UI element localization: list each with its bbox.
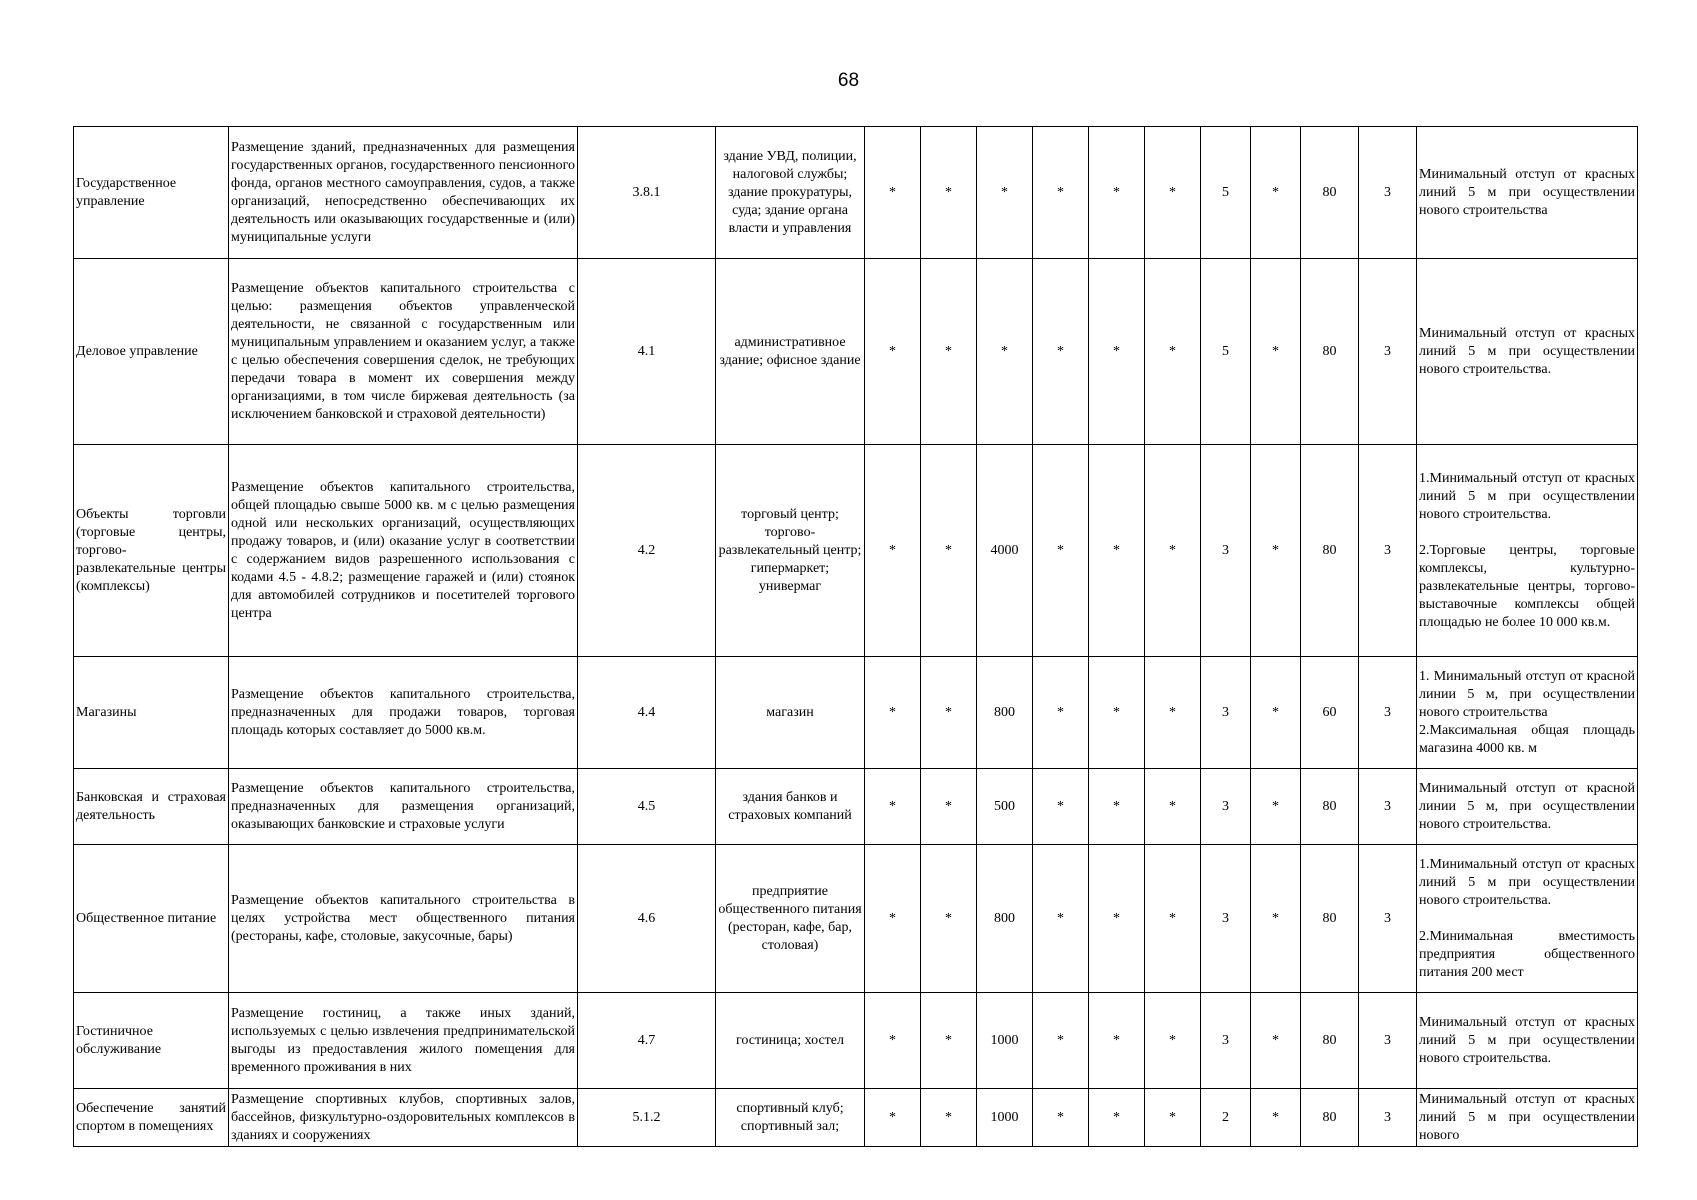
param-cell-2: * [921, 845, 977, 993]
object-types: здания банков и страховых компаний [716, 769, 865, 845]
param-cell-4: * [1033, 1089, 1089, 1147]
object-types: предприятие общественного питания (ресторан, кафе, бар, столовая) [716, 845, 865, 993]
row-note: Минимальный отступ от красных линий 5 м при осуществлении нового строительства. [1417, 993, 1638, 1089]
param-cell-10: 3 [1359, 845, 1417, 993]
param-cell-10: 3 [1359, 127, 1417, 259]
use-type-name: Обеспечение занятий спортом в помещениях [74, 1089, 229, 1147]
param-cell-9: 80 [1301, 1089, 1359, 1147]
param-cell-9: 60 [1301, 657, 1359, 769]
param-cell-4: * [1033, 259, 1089, 445]
use-type-name: Общественное питание [74, 845, 229, 993]
use-type-name: Государственное управление [74, 127, 229, 259]
table-row [74, 993, 1638, 1089]
param-cell-7: 3 [1201, 769, 1251, 845]
param-cell-4: * [1033, 769, 1089, 845]
table-row [74, 259, 1638, 445]
param-cell-7: 3 [1201, 445, 1251, 657]
param-cell-2: * [921, 993, 977, 1089]
use-type-name: Банковская и страховая деятельность [74, 769, 229, 845]
param-cell-8: * [1251, 259, 1301, 445]
use-description: Размещение зданий, предназначенных для размещения государственных органов, государственного пенсионного фонда, органов местного самоуправления, судов, а также организаций, непосредственно обеспечивающих их деятельность или оказывающих государственные и (или) муниципальные услуги [229, 127, 578, 259]
param-cell-1: * [865, 769, 921, 845]
classifier-code: 4.7 [578, 993, 716, 1089]
param-cell-5: * [1089, 657, 1145, 769]
param-cell-5: * [1089, 127, 1145, 259]
use-type-name: Деловое управление [74, 259, 229, 445]
param-cell-7: 3 [1201, 993, 1251, 1089]
param-cell-3: 500 [977, 769, 1033, 845]
table-row [74, 1089, 1638, 1147]
use-description: Размещение объектов капитального строительства, предназначенных для продажи товаров, торговая площадь которых составляет до 5000 кв.м. [229, 657, 578, 769]
param-cell-10: 3 [1359, 657, 1417, 769]
param-cell-5: * [1089, 993, 1145, 1089]
param-cell-6: * [1145, 1089, 1201, 1147]
param-cell-1: * [865, 1089, 921, 1147]
table-row [74, 657, 1638, 769]
use-description: Размещение объектов капитального строительства, общей площадью свыше 5000 кв. м с целью размещения одной или нескольких организаций, осуществляющих продажу товаров, и (или) оказание услуг в соответствии с содержанием видов разрешенного использования с кодами 4.5 - 4.8.2; размещение гаражей и (или) стоянок для автомобилей сотрудников и посетителей торгового центра [229, 445, 578, 657]
object-types: торговый центр; торгово-развлекательный центр; гипермаркет; универмаг [716, 445, 865, 657]
row-note: 1.Минимальный отступ от красных линий 5 м при осуществлении нового строительства. 2.Минимальная вместимость предприятия общественного питания 200 мест [1417, 845, 1638, 993]
param-cell-4: * [1033, 657, 1089, 769]
param-cell-3: 800 [977, 657, 1033, 769]
param-cell-8: * [1251, 127, 1301, 259]
param-cell-7: 3 [1201, 845, 1251, 993]
param-cell-5: * [1089, 445, 1145, 657]
param-cell-6: * [1145, 445, 1201, 657]
param-cell-5: * [1089, 259, 1145, 445]
param-cell-10: 3 [1359, 259, 1417, 445]
param-cell-9: 80 [1301, 259, 1359, 445]
classifier-code: 4.1 [578, 259, 716, 445]
row-note: 1.Минимальный отступ от красных линий 5 м при осуществлении нового строительства. 2.Торговые центры, торговые комплексы, культурно-развлекательные центры, торгово-выставочные комплексы общей площадью не более 10 000 кв.м. [1417, 445, 1638, 657]
use-description: Размещение объектов капитального строительства с целью: размещения объектов управленческой деятельности, не связанной с государственным или муниципальным управлением и оказанием услуг, а также с целью обеспечения совершения сделок, не требующих передачи товара в момент их совершения между организациями, в том числе биржевая деятельность (за исключением банковской и страховой деятельности) [229, 259, 578, 445]
param-cell-8: * [1251, 769, 1301, 845]
table-row [74, 445, 1638, 657]
param-cell-2: * [921, 769, 977, 845]
row-note: 1. Минимальный отступ от красной линии 5 м, при осуществлении нового строительства 2.Максимальная общая площадь магазина 4000 кв. м [1417, 657, 1638, 769]
use-type-name: Гостиничное обслуживание [74, 993, 229, 1089]
param-cell-8: * [1251, 657, 1301, 769]
param-cell-3: * [977, 127, 1033, 259]
param-cell-7: 5 [1201, 259, 1251, 445]
table-row [74, 127, 1638, 259]
param-cell-4: * [1033, 993, 1089, 1089]
table-row [74, 769, 1638, 845]
param-cell-9: 80 [1301, 445, 1359, 657]
param-cell-8: * [1251, 1089, 1301, 1147]
use-type-name: Объекты торговли (торговые центры, торгово-развлекательные центры (комплексы) [74, 445, 229, 657]
param-cell-9: 80 [1301, 127, 1359, 259]
use-description: Размещение спортивных клубов, спортивных залов, бассейнов, физкультурно-оздоровительных комплексов в зданиях и сооружениях [229, 1089, 578, 1147]
classifier-code: 4.6 [578, 845, 716, 993]
param-cell-6: * [1145, 993, 1201, 1089]
classifier-code: 4.4 [578, 657, 716, 769]
table-row [74, 845, 1638, 993]
row-note: Минимальный отступ от красной линии 5 м, при осуществлении нового строительства. [1417, 769, 1638, 845]
classifier-code: 4.2 [578, 445, 716, 657]
param-cell-10: 3 [1359, 769, 1417, 845]
param-cell-3: 1000 [977, 993, 1033, 1089]
param-cell-1: * [865, 657, 921, 769]
param-cell-5: * [1089, 1089, 1145, 1147]
param-cell-4: * [1033, 845, 1089, 993]
param-cell-8: * [1251, 845, 1301, 993]
param-cell-1: * [865, 445, 921, 657]
use-type-name: Магазины [74, 657, 229, 769]
param-cell-1: * [865, 993, 921, 1089]
param-cell-8: * [1251, 993, 1301, 1089]
param-cell-8: * [1251, 445, 1301, 657]
param-cell-3: 1000 [977, 1089, 1033, 1147]
param-cell-5: * [1089, 769, 1145, 845]
param-cell-3: * [977, 259, 1033, 445]
use-description: Размещение гостиниц, а также иных зданий, используемых с целью извлечения предпринимательской выгоды из предоставления жилого помещения для временного проживания в них [229, 993, 578, 1089]
object-types: гостиница; хостел [716, 993, 865, 1089]
land-use-table [73, 126, 1638, 1147]
object-types: спортивный клуб; спортивный зал; [716, 1089, 865, 1147]
classifier-code: 4.5 [578, 769, 716, 845]
param-cell-2: * [921, 259, 977, 445]
row-note: Минимальный отступ от красных линий 5 м при осуществлении нового строительства [1417, 127, 1638, 259]
row-note: Минимальный отступ от красных линий 5 м при осуществлении нового строительства. [1417, 259, 1638, 445]
param-cell-2: * [921, 445, 977, 657]
param-cell-7: 5 [1201, 127, 1251, 259]
param-cell-5: * [1089, 845, 1145, 993]
param-cell-2: * [921, 657, 977, 769]
param-cell-1: * [865, 127, 921, 259]
param-cell-9: 80 [1301, 769, 1359, 845]
param-cell-9: 80 [1301, 845, 1359, 993]
param-cell-7: 3 [1201, 657, 1251, 769]
param-cell-1: * [865, 845, 921, 993]
param-cell-6: * [1145, 845, 1201, 993]
param-cell-10: 3 [1359, 993, 1417, 1089]
use-description: Размещение объектов капитального строительства, предназначенных для размещения организаций, оказывающих банковские и страховые услуги [229, 769, 578, 845]
classifier-code: 5.1.2 [578, 1089, 716, 1147]
classifier-code: 3.8.1 [578, 127, 716, 259]
param-cell-7: 2 [1201, 1089, 1251, 1147]
param-cell-1: * [865, 259, 921, 445]
param-cell-4: * [1033, 127, 1089, 259]
param-cell-6: * [1145, 127, 1201, 259]
param-cell-9: 80 [1301, 993, 1359, 1089]
param-cell-2: * [921, 127, 977, 259]
param-cell-6: * [1145, 259, 1201, 445]
row-note: Минимальный отступ от красных линий 5 м при осуществлении нового [1417, 1089, 1638, 1147]
param-cell-2: * [921, 1089, 977, 1147]
use-description: Размещение объектов капитального строительства в целях устройства мест общественного питания (рестораны, кафе, столовые, закусочные, бары) [229, 845, 578, 993]
param-cell-10: 3 [1359, 445, 1417, 657]
param-cell-3: 800 [977, 845, 1033, 993]
object-types: магазин [716, 657, 865, 769]
param-cell-6: * [1145, 657, 1201, 769]
param-cell-4: * [1033, 445, 1089, 657]
param-cell-10: 3 [1359, 1089, 1417, 1147]
object-types: административное здание; офисное здание [716, 259, 865, 445]
page-number: 68 [837, 70, 860, 91]
param-cell-6: * [1145, 769, 1201, 845]
param-cell-3: 4000 [977, 445, 1033, 657]
object-types: здание УВД, полиции, налоговой службы; здание прокуратуры, суда; здание органа власти и управления [716, 127, 865, 259]
